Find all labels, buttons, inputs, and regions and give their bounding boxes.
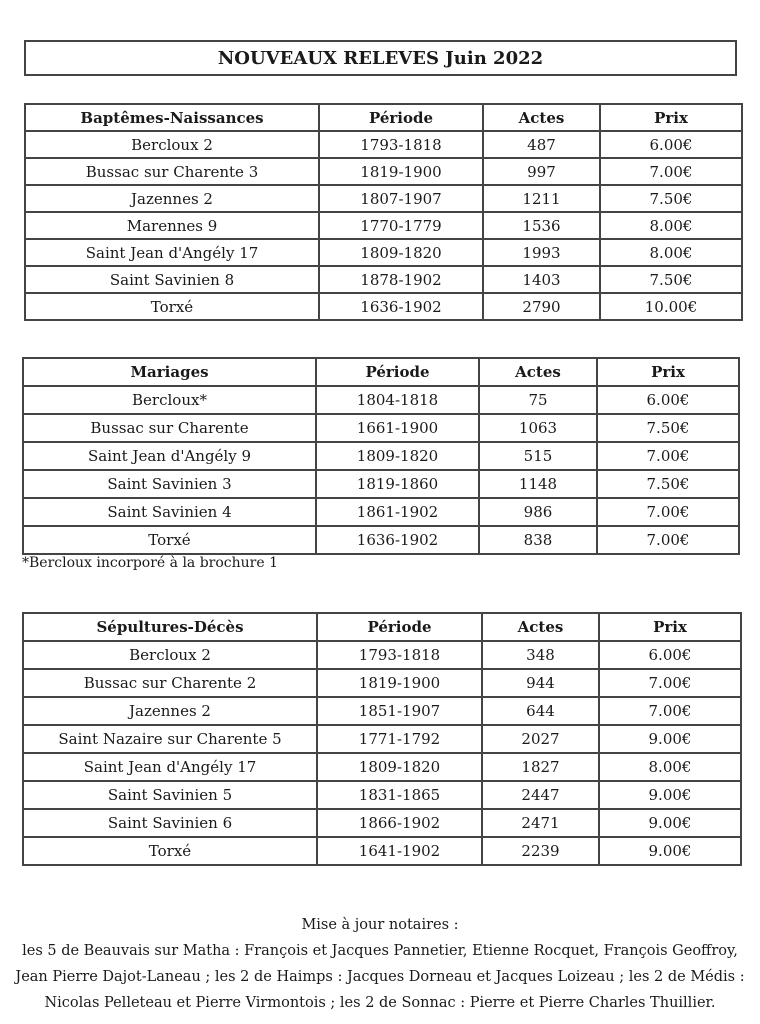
table-cell: 9.00€ [599,781,741,809]
table-cell: 1536 [483,212,600,239]
table-cell: 997 [483,158,600,185]
table-cell: 1636-1902 [316,526,479,554]
table-cell: 1819-1900 [317,669,482,697]
table-cell: 1809-1820 [317,753,482,781]
footer-line: Mise à jour notaires : [301,917,459,933]
table-row [23,753,741,781]
column-header: Sépultures-Décès [23,613,317,641]
table-cell: Saint Jean d'Angély 17 [23,753,317,781]
table-cell: 2471 [482,809,599,837]
table-cell: 1831-1865 [317,781,482,809]
column-header: Période [316,358,479,386]
table-cell: 1793-1818 [317,641,482,669]
table-cell: Saint Savinien 5 [23,781,317,809]
table-cell: 9.00€ [599,837,741,865]
table-row [23,669,741,697]
table-row [23,837,741,865]
sepultures-table [22,612,742,866]
table-cell: 1641-1902 [317,837,482,865]
table-row [23,414,739,442]
table-cell: Saint Nazaire sur Charente 5 [23,725,317,753]
table-row [23,470,739,498]
table-cell: Bussac sur Charente 2 [23,669,317,697]
table-row [23,781,741,809]
table-cell: Bercloux 2 [25,131,319,158]
table-cell: 2790 [483,293,600,320]
table-cell: 6.00€ [600,131,742,158]
table-cell: 6.00€ [599,641,741,669]
table-cell: 7.50€ [600,266,742,293]
column-header: Prix [600,104,742,131]
table-row [25,212,742,239]
column-header: Baptêmes-Naissances [25,104,319,131]
table-header-row [23,358,739,386]
table-cell: 1809-1820 [319,239,483,266]
table-cell: 1819-1900 [319,158,483,185]
table-cell: Jazennes 2 [23,697,317,725]
table-header-row [23,613,741,641]
column-header: Actes [483,104,600,131]
table-cell: Torxé [23,526,316,554]
table-cell: 1851-1907 [317,697,482,725]
table-row [23,809,741,837]
table-row [23,498,739,526]
table-header-row [25,104,742,131]
table-cell: 644 [482,697,599,725]
table-cell: 1661-1900 [316,414,479,442]
table-cell: 7.00€ [599,697,741,725]
table-cell: Saint Savinien 3 [23,470,316,498]
table-cell: 1861-1902 [316,498,479,526]
table-row [25,131,742,158]
mariages-table [22,357,740,555]
table-cell: Bercloux* [23,386,316,414]
table-cell: 7.00€ [599,669,741,697]
table-row [23,526,739,554]
table-cell: 7.00€ [600,158,742,185]
table-cell: 8.00€ [600,212,742,239]
column-header: Actes [482,613,599,641]
table-cell: Saint Jean d'Angély 9 [23,442,316,470]
table-row [23,386,739,414]
table-cell: 9.00€ [599,809,741,837]
table-cell: 838 [479,526,597,554]
table-cell: 348 [482,641,599,669]
table-cell: 1866-1902 [317,809,482,837]
table-cell: Torxé [25,293,319,320]
table-cell: 9.00€ [599,725,741,753]
table-row [25,158,742,185]
table-row [25,266,742,293]
table-cell: Bercloux 2 [23,641,317,669]
table-cell: 1148 [479,470,597,498]
table-cell: 1403 [483,266,600,293]
column-header: Période [319,104,483,131]
column-header: Période [317,613,482,641]
table-row [25,185,742,212]
table-cell: 1211 [483,185,600,212]
table-cell: 10.00€ [600,293,742,320]
footer-line: Jean Pierre Dajot-Laneau ; les 2 de Haimps : Jacques Dorneau et Jacques Loizeau ; les 2 de Médis : [15,969,745,985]
table-cell: 7.50€ [597,470,739,498]
table-cell: 944 [482,669,599,697]
table-cell: Saint Jean d'Angély 17 [25,239,319,266]
table-cell: 1827 [482,753,599,781]
table-cell: Jazennes 2 [25,185,319,212]
table-cell: 1878-1902 [319,266,483,293]
table-cell: 1809-1820 [316,442,479,470]
table-cell: 515 [479,442,597,470]
table-cell: 7.00€ [597,498,739,526]
table-row [25,239,742,266]
table-cell: 2027 [482,725,599,753]
page-title: NOUVEAUX RELEVES Juin 2022 [24,40,737,76]
table-row [23,442,739,470]
column-header: Mariages [23,358,316,386]
table-cell: 7.50€ [597,414,739,442]
footer-line: les 5 de Beauvais sur Matha : François et Jacques Pannetier, Etienne Rocquet, François Geoffroy, [22,943,738,959]
table-cell: 487 [483,131,600,158]
table-cell: Saint Savinien 6 [23,809,317,837]
table-cell: Marennes 9 [25,212,319,239]
table-cell: 8.00€ [599,753,741,781]
table-cell: 75 [479,386,597,414]
table-row [23,725,741,753]
table-row [23,697,741,725]
table-cell: 986 [479,498,597,526]
table-cell: 1819-1860 [316,470,479,498]
table-cell: 2239 [482,837,599,865]
column-header: Prix [599,613,741,641]
column-header: Prix [597,358,739,386]
footer-line: Nicolas Pelleteau et Pierre Virmontois ; les 2 de Sonnac : Pierre et Pierre Charles Thuillier. [44,995,716,1011]
table-cell: 1771-1792 [317,725,482,753]
table-cell: Torxé [23,837,317,865]
table-cell: 7.00€ [597,526,739,554]
footnote: *Bercloux incorporé à la brochure 1 [22,555,279,571]
notaires-update-text [0,912,760,1016]
table-row [25,293,742,320]
baptemes-table [24,103,743,321]
table-row [23,641,741,669]
table-cell: 1804-1818 [316,386,479,414]
column-header: Actes [479,358,597,386]
table-cell: 6.00€ [597,386,739,414]
table-cell: Bussac sur Charente [23,414,316,442]
table-cell: 1063 [479,414,597,442]
table-cell: 7.50€ [600,185,742,212]
table-cell: 8.00€ [600,239,742,266]
table-cell: Bussac sur Charente 3 [25,158,319,185]
table-cell: 2447 [482,781,599,809]
table-cell: 1636-1902 [319,293,483,320]
table-cell: Saint Savinien 4 [23,498,316,526]
table-cell: 1993 [483,239,600,266]
table-cell: 1793-1818 [319,131,483,158]
table-cell: 1807-1907 [319,185,483,212]
table-cell: Saint Savinien 8 [25,266,319,293]
table-cell: 1770-1779 [319,212,483,239]
table-cell: 7.00€ [597,442,739,470]
